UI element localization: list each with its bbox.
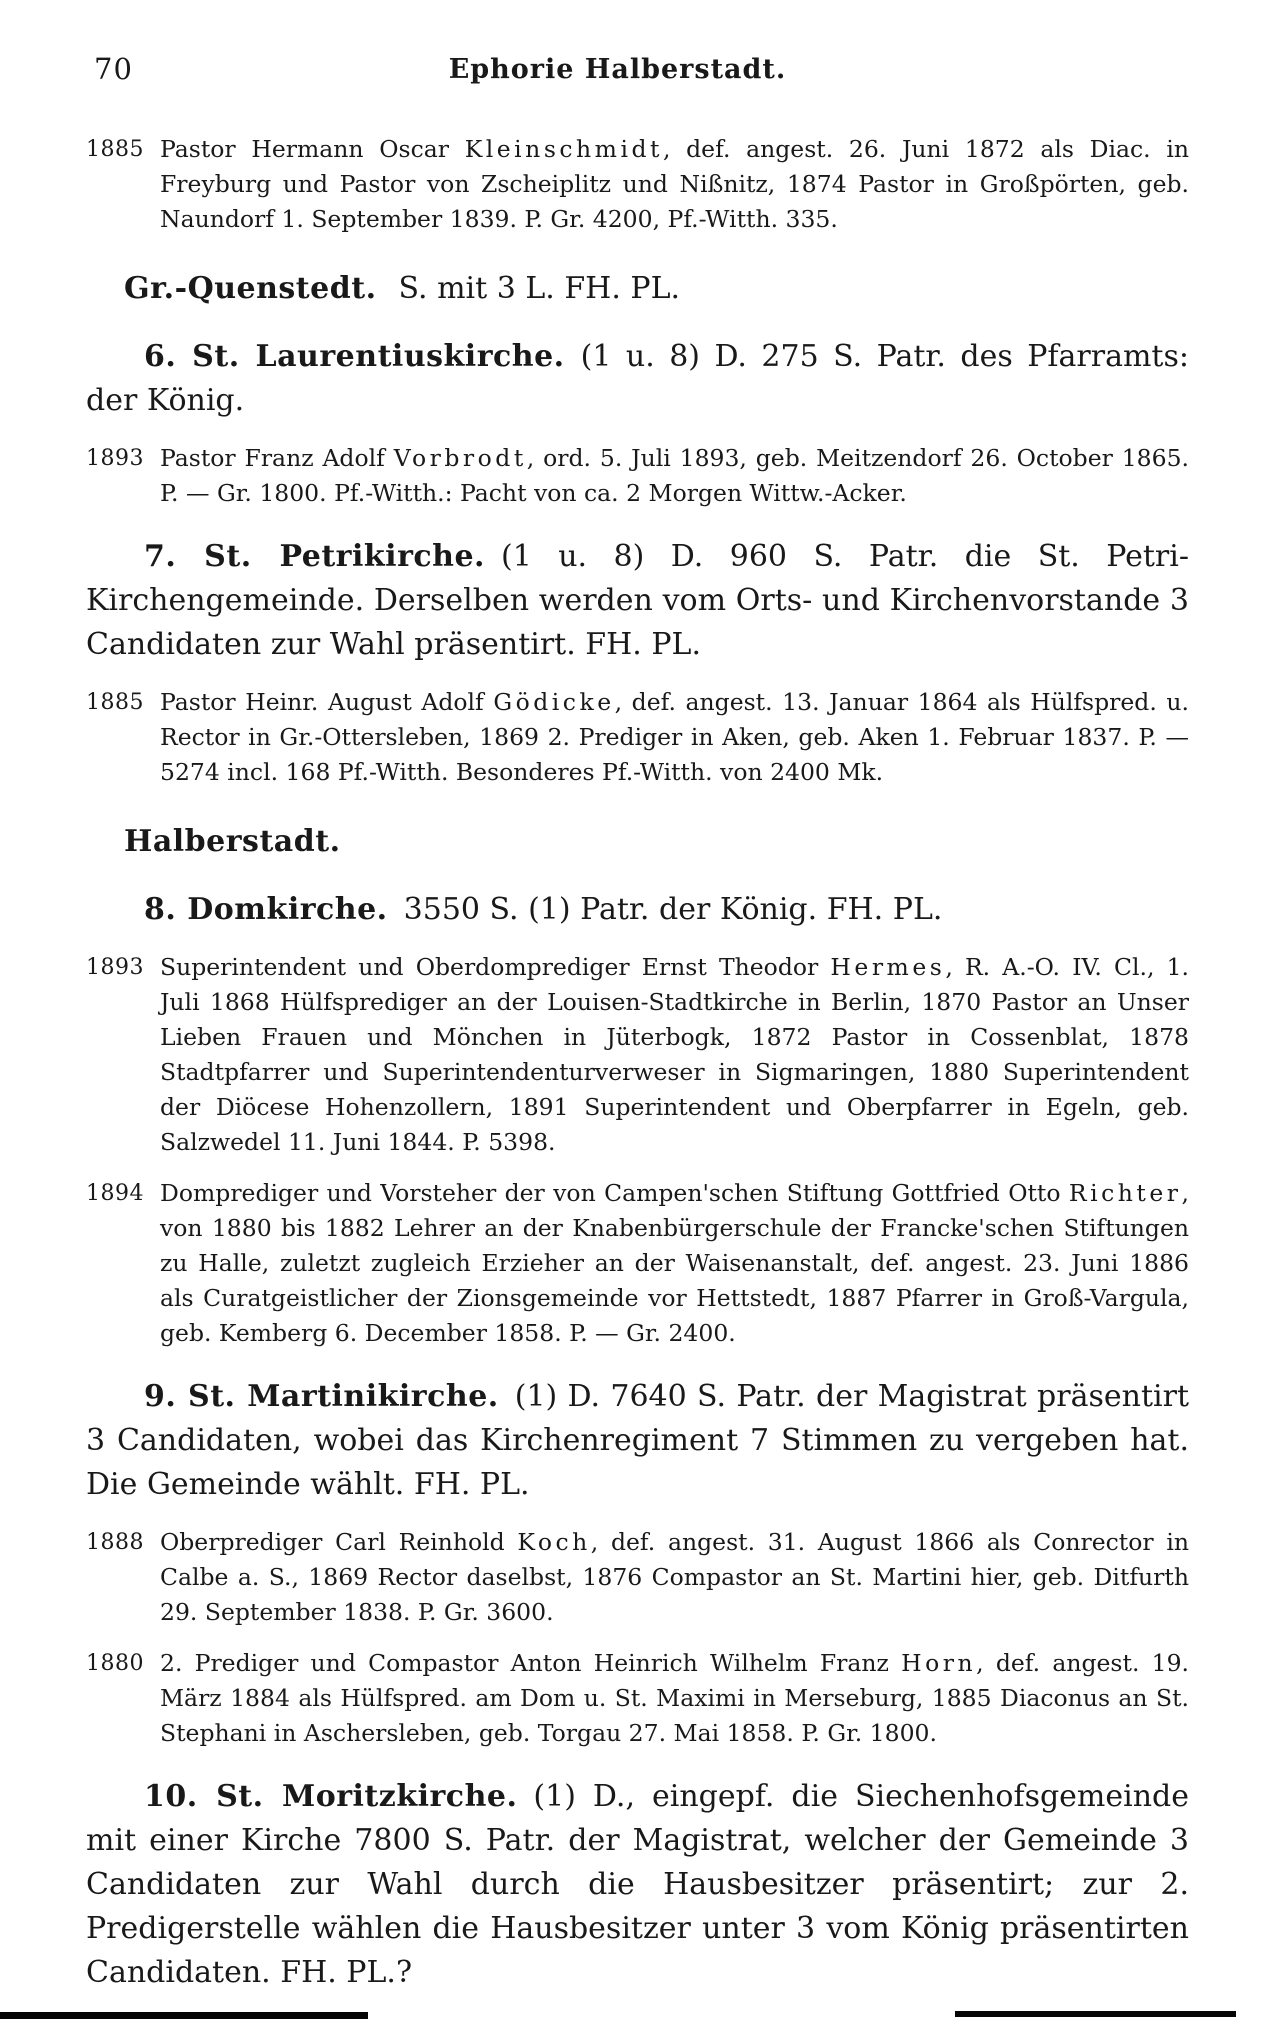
pastor-entry: [86, 1646, 1189, 1751]
pastor-name: Vorbrodt: [393, 444, 527, 472]
church-paragraph-domkirche: [86, 888, 1189, 932]
pastor-entry: [86, 132, 1189, 237]
church-title: 6. St. Laurentiuskirche.: [144, 339, 565, 374]
section-title: Halberstadt.: [124, 824, 341, 859]
church-paragraph-moritzkirche: [86, 1775, 1189, 1995]
church-paragraph-laurentiuskirche: [86, 335, 1189, 423]
entry-text: [160, 685, 1189, 790]
section-heading-gr-quenstedt: [86, 267, 1189, 311]
entry-text-segment: Oberprediger Carl Reinhold: [160, 1528, 518, 1556]
entry-year: 1880: [86, 1651, 144, 1676]
pastor-name: Horn: [901, 1649, 977, 1677]
church-title: 7. St. Petrikirche.: [144, 539, 485, 574]
scan-artifact-line: [0, 2012, 368, 2019]
entry-text-segment: Pastor Heinr. August Adolf: [160, 688, 494, 716]
page-header: [86, 52, 1189, 98]
section-title: Gr.-Quenstedt.: [124, 271, 377, 306]
entry-text-segment: 2. Prediger und Compastor Anton Heinrich Wilhelm Franz: [160, 1649, 902, 1677]
church-description: 3550 S. (1) Patr. der König. FH. PL.: [403, 892, 943, 927]
entry-year: 1893: [86, 446, 144, 471]
pastor-name: Hermes: [830, 953, 946, 981]
entry-text-segment: , def. angest. 26. Juni 1872 als Diac. in Freyburg und Pastor von Zscheiplitz und Nißnitz, 1874 Pastor in Großpörten, geb. Naundorf 1. September 1839. P. Gr. 4200, Pf.-Witth. 335.: [160, 135, 1189, 233]
pastor-entry: [86, 1525, 1189, 1630]
pastor-entry: [86, 685, 1189, 790]
entry-text-segment: Pastor Hermann Oscar: [160, 135, 465, 163]
church-description: (1 u. 8) D. 960 S. Patr. die St. Petri-Kirchengemeinde. Derselben werden vom Orts- und Kirchenvorstande 3 Candidaten zur Wahl präsentirt. FH. PL.: [86, 539, 1190, 662]
pastor-name: Kleinschmidt: [464, 135, 663, 163]
church-title: 10. St. Moritzkirche.: [144, 1779, 518, 1814]
entry-text: [160, 1646, 1189, 1751]
pastor-entry: [86, 441, 1189, 511]
church-description: (1 u. 8) D. 275 S. Patr. des Pfarramts: der König.: [86, 339, 1189, 418]
pastor-name: Richter: [1068, 1179, 1182, 1207]
entry-text-segment: , ord. 5. Juli 1893, geb. Meitzendorf 26. October 1865. P. — Gr. 1800. Pf.-Witth.: Pacht von ca. 2 Morgen Wittw.-Acker.: [160, 444, 1189, 507]
entry-text: [160, 1176, 1189, 1351]
entry-text-segment: , von 1880 bis 1882 Lehrer an der Knabenbürgerschule der Francke'schen Stiftungen zu Halle, zuletzt zugleich Erzieher an der Waisenanstalt, def. angest. 23. Juni 1886 als Curatgeistlicher der Zionsgemeinde vor Hettstedt, 1887 Pfarrer in Groß-Vargula, geb. Kemberg 6. December 1858. P. — Gr. 2400.: [160, 1179, 1189, 1347]
entry-text-segment: Domprediger und Vorsteher der von Campen'schen Stiftung Gottfried Otto: [160, 1179, 1069, 1207]
entry-text-segment: Pastor Franz Adolf: [160, 444, 394, 472]
entry-text-segment: , def. angest. 19. März 1884 als Hülfspred. am Dom u. St. Maximi in Merseburg, 1885 Diaconus an St. Stephani in Aschersleben, geb. Torgau 27. Mai 1858. P. Gr. 1800.: [160, 1649, 1190, 1747]
entry-text-segment: Superintendent und Oberdomprediger Ernst Theodor: [160, 953, 831, 981]
church-title: 8. Domkirche.: [144, 892, 388, 927]
page-number: 70: [94, 52, 133, 86]
entry-year: 1885: [86, 137, 144, 162]
entry-text-segment: , R. A.-O. IV. Cl., 1. Juli 1868 Hülfsprediger an der Louisen-Stadtkirche in Berlin, 1870 Pastor an Unser Lieben Frauen und Mönchen in Jüterbogk, 1872 Pastor in Cossenblat, 1878 Stadtpfarrer und Superintendenturverweser in Sigmaringen, 1880 Superintendent der Diöcese Hohenzollern, 1891 Superintendent und Oberpfarrer in Egeln, geb. Salzwedel 11. Juni 1844. P. 5398.: [160, 953, 1190, 1156]
entry-year: 1888: [86, 1530, 144, 1555]
entry-text: [160, 950, 1189, 1160]
pastor-entry: [86, 950, 1189, 1160]
entry-year: 1894: [86, 1181, 144, 1206]
entry-year: 1893: [86, 955, 144, 980]
entry-text-segment: , def. angest. 31. August 1866 als Conrector in Calbe a. S., 1869 Rector daselbst, 1876 Compastor an St. Martini hier, geb. Ditfurth 29. September 1838. P. Gr. 3600.: [160, 1528, 1189, 1626]
pastor-entry: [86, 1176, 1189, 1351]
church-paragraph-martinikirche: [86, 1375, 1189, 1507]
church-paragraph-petrikirche: [86, 535, 1189, 667]
entry-text: [160, 132, 1189, 237]
entry-text: [160, 441, 1189, 511]
pastor-name: Gödicke: [493, 688, 615, 716]
section-heading-halberstadt: [86, 820, 1189, 864]
section-description: S. mit 3 L. FH. PL.: [398, 271, 681, 306]
church-description: (1) D., eingepf. die Siechenhofsgemeinde mit einer Kirche 7800 S. Patr. der Magistrat, welcher der Gemeinde 3 Candidaten zur Wahl durch die Hausbesitzer präsentirt; zur 2. Predigerstelle wählen die Hausbesitzer unter 3 vom König präsentirten Candidaten. FH. PL.?: [86, 1779, 1189, 1990]
pastor-name: Koch: [517, 1528, 591, 1556]
church-description: (1) D. 7640 S. Patr. der Magistrat präsentirt 3 Candidaten, wobei das Kirchenregiment 7 Stimmen zu vergeben hat. Die Gemeinde wählt. FH. PL.: [86, 1379, 1189, 1502]
entry-text-segment: , def. angest. 13. Januar 1864 als Hülfspred. u. Rector in Gr.-Ottersleben, 1869 2. Prediger in Aken, geb. Aken 1. Februar 1837. P. — 5274 incl. 168 Pf.-Witth. Besonderes Pf.-Witth. von 2400 Mk.: [160, 688, 1189, 786]
entry-text: [160, 1525, 1189, 1630]
running-title: Ephorie Halberstadt.: [448, 54, 787, 85]
entry-year: 1885: [86, 690, 144, 715]
scan-artifact-line: [955, 2011, 1236, 2017]
church-title: 9. St. Martinikirche.: [144, 1379, 499, 1414]
